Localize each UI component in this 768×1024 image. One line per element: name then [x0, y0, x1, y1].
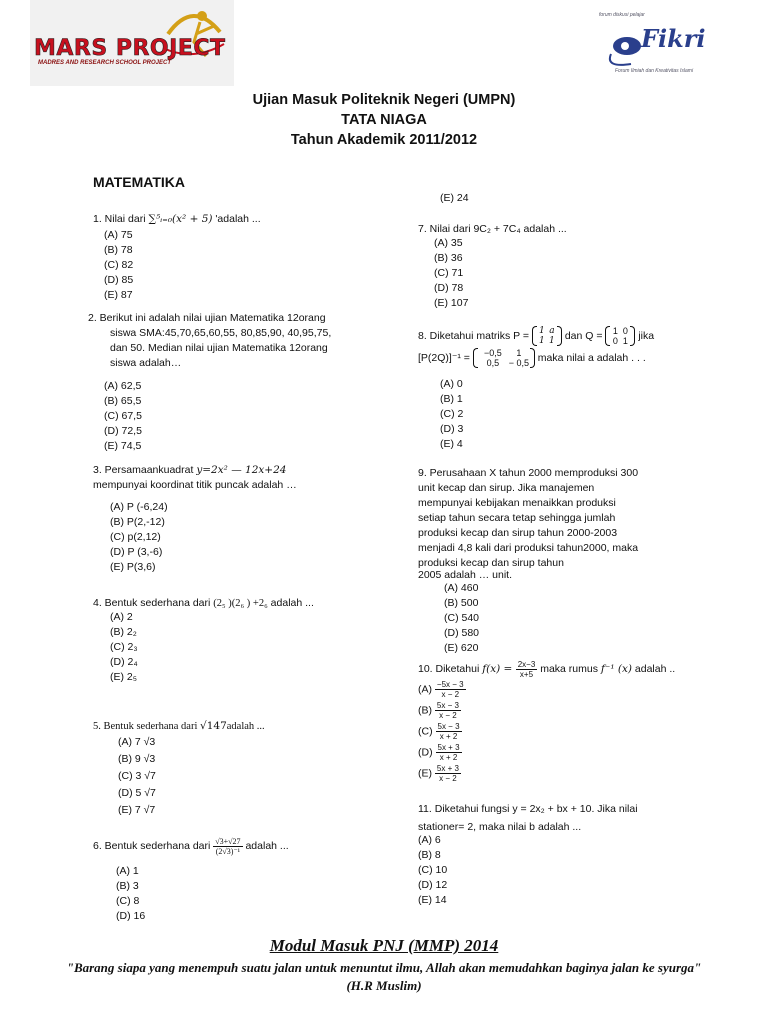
fikri-tagline-bottom: Forum Ilmiah dan Kreativitas Islami: [615, 68, 694, 74]
option: (B) 2₂: [110, 626, 137, 638]
option: (D) 12: [418, 879, 448, 891]
option: (A) 7 √3: [118, 736, 156, 748]
option: (D) 2₄: [110, 656, 138, 668]
option: (C) 3 √7: [118, 770, 156, 782]
option: (E) $\frac{5x + 3}{x - 2}$: [418, 764, 459, 783]
mars-logo-text: MARS PROJECT: [34, 36, 226, 61]
option: (B) $\frac{5x - 3}{x - 2}$: [418, 701, 459, 720]
option: (A) 2: [110, 611, 133, 623]
matrix-result: −0,5 1 0,5 − 0,5: [473, 348, 535, 368]
exam-department: TATA NIAGA: [341, 112, 427, 128]
option: (D) P (3,-6): [110, 546, 163, 558]
option: (E) 4: [440, 438, 463, 450]
question-4: 4. Bentuk sederhana dari (2₅ )(2₆ ) +2₆ adalah ...: [93, 597, 314, 609]
option: (B) 9 √3: [118, 753, 156, 765]
q6-fraction: $\frac{√3+√27}{\text{(2√3)⁻¹}}$: [215, 836, 241, 856]
q3-expression: y=2x² — 12x+24: [196, 464, 287, 476]
option: (C) p(2,12): [110, 531, 161, 543]
option: (A) 75: [104, 229, 133, 241]
q1-expression: ∑⁵ᵢ₌₀(x² + 5): [148, 213, 213, 225]
option: (D) 16: [116, 910, 146, 922]
fikri-tagline-top: forum diskusi pelajar: [599, 12, 645, 18]
question-11: 11. Diketahui fungsi y = 2x₂ + bx + 10. Jika nilai stationer= 2, maka nilai b adalah ...: [418, 803, 638, 833]
q3-options: [110, 500, 168, 575]
option: (B) 65,5: [104, 395, 142, 407]
mars-logo-subtext: MADRES AND RESEARCH SCHOOL PROJECT: [38, 60, 172, 66]
option: (E) 620: [444, 642, 479, 654]
option: (E) 74,5: [104, 440, 142, 452]
matrix-q: 1 0 0 1: [605, 326, 635, 346]
option: (A) $\frac{-5x - 3}{x - 2}$: [418, 680, 464, 699]
option: (C) 2: [440, 408, 464, 420]
option: (C) 71: [434, 267, 464, 279]
option: (A) 460: [444, 582, 479, 594]
option: (D) 580: [444, 627, 480, 639]
q10-options: [418, 680, 466, 785]
question-8: 8. Diketahui matriks P = 1 a 1 1 dan Q = 1 0 0 1 jika [P(2Q)]⁻¹ = −0,5 1 0,5 − 0,5 maka nilai a adalah . . .: [418, 326, 655, 369]
question-1: 1. Nilai dari ∑⁵ᵢ₌₀(x² + 5) 'adalah ...: [93, 213, 261, 225]
q4-expression: (2₅ )(2₆ ) +2₆: [213, 598, 268, 609]
option: (C) 2₃: [110, 641, 138, 653]
q6-option-e: (E) 24: [440, 192, 469, 204]
option: (D) 72,5: [104, 425, 142, 437]
option: (D) 78: [434, 282, 464, 294]
option: (A) 1: [116, 865, 139, 877]
option: (D) $\frac{5x + 3}{x + 2}$: [418, 743, 460, 762]
exam-year: Tahun Akademik 2011/2012: [290, 132, 478, 148]
q7-options: [434, 236, 468, 311]
fikri-logo-text: Fikri: [641, 24, 706, 53]
option: (D) 3: [440, 423, 464, 435]
matrix-p: 1 a 1 1: [532, 326, 562, 346]
q2-options: [104, 379, 142, 454]
option: (C) 82: [104, 259, 134, 271]
footer-source: (H.R Muslim): [346, 978, 422, 993]
option: (E) P(3,6): [110, 561, 156, 573]
question-3: 3. Persamaankuadrat y=2x² — 12x+24 mempunyai koordinat titik puncak adalah …: [93, 464, 297, 491]
q4-options: [110, 610, 138, 685]
option: (B) 78: [104, 244, 133, 256]
question-2: 2. Berikut ini adalah nilai ujian Matematika 12orang siswa SMA:45,70,65,60,55, 80,85,90, 40,95,75, dan 50. Median nilai ujian Matematika 12orang siswa adalah…: [88, 312, 332, 369]
option: (A) 35: [434, 237, 463, 249]
q9-options: [444, 581, 479, 656]
option: (D) 85: [104, 274, 134, 286]
fikri-logo: [585, 10, 757, 80]
option: (A) 6: [418, 834, 441, 846]
option: (B) 500: [444, 597, 479, 609]
option: (B) 3: [116, 880, 139, 892]
q5-options: [118, 734, 156, 819]
option: (A) P (-6,24): [110, 501, 168, 513]
option: (C) 10: [418, 864, 448, 876]
option: (C) $\frac{5x - 3}{x + 2}$: [418, 722, 460, 741]
option: (A) 0: [440, 378, 463, 390]
option: (B) 1: [440, 393, 463, 405]
question-7: 7. Nilai dari 9C₂ + 7C₄ adalah ...: [418, 223, 567, 235]
question-9: 9. Perusahaan X tahun 2000 memproduksi 300 unit kecap dan sirup. Jika manajemen mempunyai kebijakan menaikkan produksi setiap tahun secara tetap sehingga jumlah produksi kecap dan sirup tahun 2000-2003 menjadi 4,8 kali dari produksi tahun2000, maka produksi kecap dan sirup tahun 2005 adalah … unit.: [418, 467, 639, 581]
option: (B) 36: [434, 252, 463, 264]
option: (C) 540: [444, 612, 480, 624]
question-5: 5. Bentuk sederhana dari √147adalah ...: [93, 720, 265, 732]
option: (C) 8: [116, 895, 140, 907]
option: (D) 5 √7: [118, 787, 156, 799]
footer-quote: "Barang siapa yang menempuh suatu jalan untuk menuntut ilmu, Allah akan memudahkan baginya jalan ke syurga": [66, 960, 702, 975]
footer-title: Modul Masuk PNJ (MMP) 2014: [269, 936, 499, 955]
q1-options: [104, 228, 133, 303]
subject-heading: MATEMATIKA: [93, 174, 186, 190]
option: (E) 2₅: [110, 671, 137, 683]
option: (E) 107: [434, 297, 469, 309]
question-6: 6. Bentuk sederhana dari $\frac{√3+√27}{\text{(2√3)⁻¹}}$ adalah ...: [93, 836, 289, 856]
option: (A) 62,5: [104, 380, 142, 392]
option: (B) 8: [418, 849, 441, 861]
option: (B) P(2,-12): [110, 516, 165, 528]
q6-options: [116, 864, 145, 924]
option: (E) 14: [418, 894, 447, 906]
exam-title: Ujian Masuk Politeknik Negeri (UMPN): [252, 92, 516, 108]
option: (E) 87: [104, 289, 133, 301]
option: (C) 67,5: [104, 410, 142, 422]
q11-options: [418, 833, 447, 908]
q10-fraction: $\frac{2x-3}{x+5}$: [517, 659, 536, 679]
option: (E) 7 √7: [118, 804, 156, 816]
question-10: 10. Diketahui f(x) = $\frac{2x-3}{x+5}$ maka rumus f⁻¹ (x) adalah ..: [418, 659, 676, 679]
q5-expression: √147: [200, 720, 227, 732]
mars-project-logo: [30, 0, 234, 86]
q8-options: [440, 377, 463, 452]
